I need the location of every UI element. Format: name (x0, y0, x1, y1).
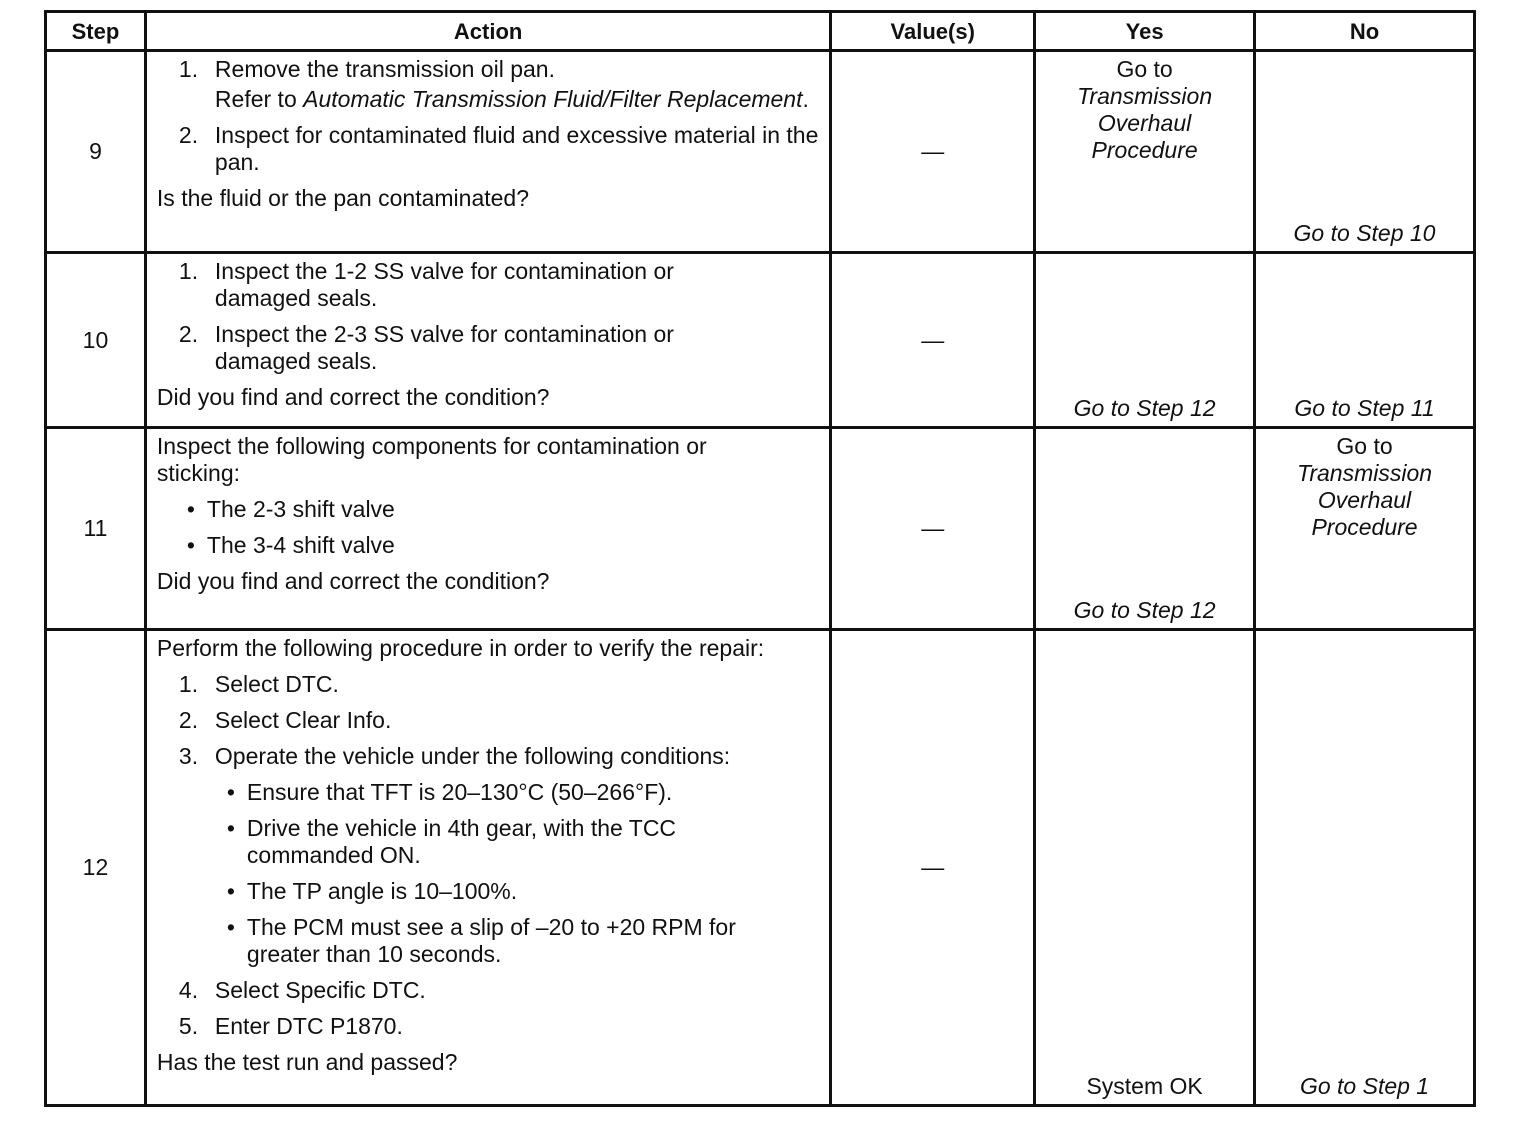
action-question: Is the fluid or the pan contaminated? (156, 185, 529, 211)
bullet-icon: • (186, 496, 195, 522)
bullet-icon: • (226, 878, 235, 904)
value-cell: — (831, 428, 1035, 630)
no-link[interactable]: Transmission Overhaul Procedure (1296, 460, 1433, 540)
yes-link[interactable]: Go to Step 12 (1073, 597, 1216, 623)
action-question: Has the test run and passed? (156, 1049, 458, 1075)
yes-cell (1035, 253, 1255, 428)
bullet-icon: • (186, 532, 195, 558)
step-number: 10 (46, 253, 146, 428)
action-item: 2. Select Clear Info. (178, 707, 392, 733)
action-item: 5. Enter DTC P1870. (178, 1013, 403, 1039)
diagnostic-table (44, 10, 1476, 1107)
action-item: 1. Select DTC. (178, 671, 339, 697)
table-row-step-9 (46, 51, 1475, 253)
action-bullet: • Drive the vehicle in 4th gear, with the TCC commanded ON. (226, 815, 677, 868)
bullet-icon: • (226, 815, 235, 841)
no-cell (1255, 253, 1475, 428)
action-intro: Perform the following procedure in order to verify the repair: (156, 635, 765, 661)
value-cell: — (831, 253, 1035, 428)
no-cell (1255, 630, 1475, 1106)
yes-cell: Go to Transmission Overhaul Procedure (1035, 51, 1255, 253)
bullet-icon: • (226, 914, 235, 940)
header-values: Value(s) (831, 12, 1035, 51)
action-question: Did you find and correct the condition? (156, 568, 550, 594)
table-row-step-10 (46, 253, 1475, 428)
step-number: 12 (46, 630, 146, 1106)
step-number: 11 (46, 428, 146, 630)
header-no: No (1255, 12, 1475, 51)
no-cell: Go to Transmission Overhaul Procedure (1255, 428, 1475, 630)
action-item: 2. Inspect for contaminated fluid and excessive material in the pan. (178, 122, 819, 175)
header-row (46, 12, 1475, 51)
value-cell: — (831, 630, 1035, 1106)
action-item: 1. Inspect the 1-2 SS valve for contamination or damaged seals. (178, 258, 674, 311)
action-question: Did you find and correct the condition? (156, 384, 550, 410)
step-number: 9 (46, 51, 146, 253)
header-step: Step (46, 12, 146, 51)
yes-cell (1035, 630, 1255, 1106)
action-cell (145, 630, 830, 1106)
action-cell (145, 51, 830, 253)
action-item: 4. Select Specific DTC. (178, 977, 426, 1003)
action-item: 1. Remove the transmission oil pan. (178, 56, 555, 82)
action-cell (145, 428, 830, 630)
no-link[interactable]: Go to Step 11 (1294, 395, 1435, 421)
table-row-step-11 (46, 428, 1475, 630)
action-intro: Inspect the following components for contamination or sticking: (156, 433, 707, 486)
action-cell (145, 253, 830, 428)
value-cell: — (831, 51, 1035, 253)
action-bullet: • Ensure that TFT is 20–130°C (50–266°F). (226, 779, 673, 805)
refer-note: Refer to Automatic Transmission Fluid/Filter Replacement. (214, 86, 809, 112)
yes-link[interactable]: Transmission Overhaul Procedure (1077, 83, 1213, 163)
header-action: Action (145, 12, 830, 51)
bullet-icon: • (226, 779, 235, 805)
table-row-step-12 (46, 630, 1475, 1106)
no-cell (1255, 51, 1475, 253)
action-item: 3. Operate the vehicle under the following conditions: (178, 743, 731, 769)
yes-cell (1035, 428, 1255, 630)
action-bullet: • The PCM must see a slip of –20 to +20 RPM for greater than 10 seconds. (226, 914, 736, 967)
header-yes: Yes (1035, 12, 1255, 51)
action-bullet: • The TP angle is 10–100%. (226, 878, 518, 904)
action-item: 2. Inspect the 2-3 SS valve for contamination or damaged seals. (178, 321, 674, 374)
no-link[interactable]: Go to Step 10 (1293, 220, 1436, 246)
refer-link[interactable]: Automatic Transmission Fluid/Filter Replacement (303, 86, 803, 112)
action-bullet: • The 3-4 shift valve (186, 532, 395, 558)
system-ok-text: System OK (1086, 1073, 1203, 1099)
no-link[interactable]: Go to Step 1 (1299, 1073, 1430, 1099)
yes-link[interactable]: Go to Step 12 (1073, 395, 1216, 421)
action-bullet: • The 2-3 shift valve (186, 496, 395, 522)
